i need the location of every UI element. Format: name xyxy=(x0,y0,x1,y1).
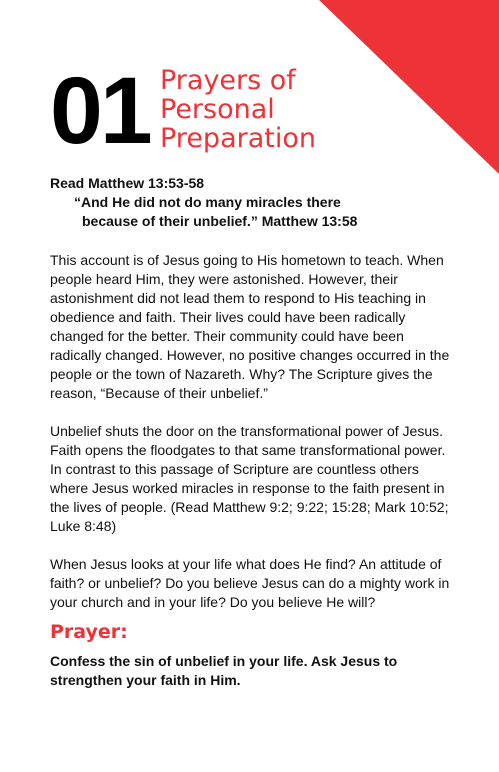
scripture-reference: Read Matthew 13:53-58 xyxy=(50,175,205,191)
section-title-line-2: Personal xyxy=(160,94,275,125)
section-number: 01 xyxy=(50,58,150,164)
scripture-quote-line-1: “And He did not do many miracles there xyxy=(74,194,341,210)
scripture-quote xyxy=(74,193,404,231)
body-paragraph-1: This account is of Jesus going to His hometown to teach. When people heard Him, they were astonished. However, their astonishment did not lead them to respond to His teaching in obedience and faith. Their lives could have been radically changed for the better. Their community could have been radically changed. However, no positive changes occurred in the people or the town of Nazareth. Why? The Scripture gives the reason, “Because of their unbelief.” xyxy=(50,252,450,401)
page-header xyxy=(50,58,459,164)
body-paragraph-2: Unbelief shuts the door on the transformational power of Jesus. Faith opens the floodgates to that same transformational power. In contrast to this passage of Scripture are countless others where Jesus worked miracles in response to the faith present in the lives of people. (Read Matthew 9:2; 9:22; 15:28; Mark 10:52; Luke 8:48) xyxy=(50,423,449,534)
section-title-line-1: Prayers of xyxy=(160,65,296,96)
scripture-quote-line-2: because of their unbelief.” Matthew 13:58 xyxy=(82,213,358,229)
page-content xyxy=(50,174,455,690)
prayer-text: Confess the sin of unbelief in your life. Ask Jesus to strengthen your faith in Him. xyxy=(50,653,398,688)
section-title-line-3: Preparation xyxy=(160,123,316,154)
prayer-heading: Prayer: xyxy=(50,621,128,643)
section-title xyxy=(160,66,380,153)
body-paragraph-3: When Jesus looks at your life what does He find? An attitude of faith? or unbelief? Do you believe Jesus can do a mighty work in your church and in your life? Do you believe He will? xyxy=(50,556,450,610)
